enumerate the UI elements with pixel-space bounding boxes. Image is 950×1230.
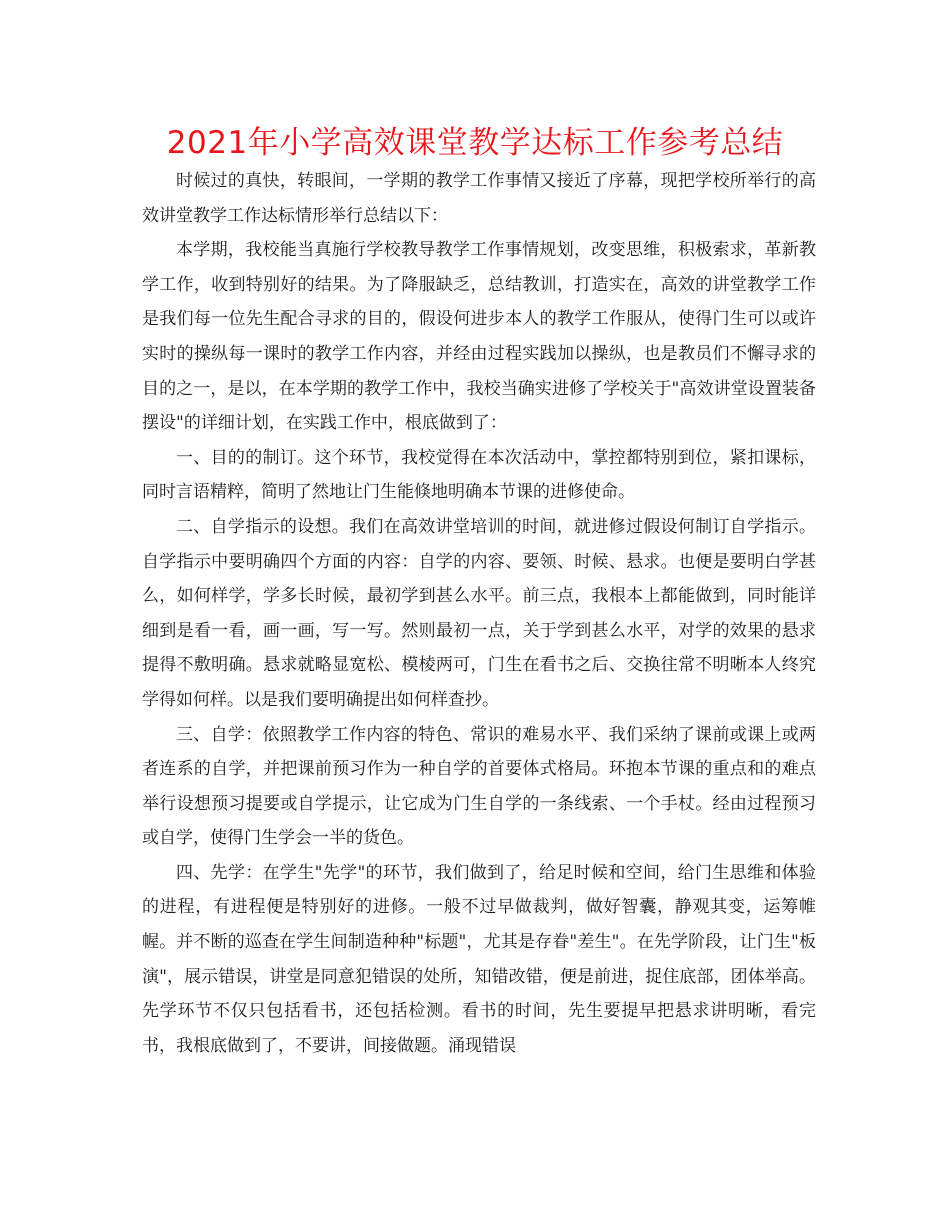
paragraph-first-learning: 四、先学：在学生"先学"的环节，我们做到了，给足时候和空间，给门生思维和体验的进程，有进程便是特别好的进修。一般不过早做裁判，做好智囊，静观其变，运筹帷幄。并不断的巡查在学生间制造种种"标题"，尤其是存眷"差生"。在先学阶段，让门生"板演"，展示错误，讲堂是同意犯错误的处所，知错改错，便是前进，捉住底部，团体举高。先学环节不仅只包括看书，还包括检测。看书的时间，先生要提早把悬求讲明晰，看完书，我根底做到了，不要讲，间接做题。涌现错误 (142, 862, 816, 1056)
paragraph-intro: 时候过的真快，转眼间，一学期的教学工作事情又接近了序幕，现把学校所举行的高效讲堂教学工作达标情形举行总结以下： (142, 171, 816, 226)
paragraph-goal-setting: 一、目的的制订。这个环节，我校觉得在本次活动中，掌控都特别到位，紧扣课标，同时言语精粹，简明了然地让门生能倏地明确本节课的进修使命。 (142, 447, 816, 503)
document-title: 2021年小学高效课堂教学达标工作参考总结 (166, 125, 784, 161)
paragraph-self-study: 三、自学：依照教学工作内容的特色、常识的难易水平、我们采纳了课前或课上或两者连系的自学，并把课前预习作为一种自学的首要体式格局。环抱本节课的重点和的难点举行设想预习提要或自学提示，让它成为门生自学的一条线索、一个手杖。经由过程预习或自学，使得门生学会一半的货色。 (142, 724, 816, 849)
document-body (142, 164, 816, 1063)
paragraph-semester: 本学期，我校能当真施行学校教导教学工作事情规划，改变思维，积极索求，革新教学工作，收到特别好的结果。为了降服缺乏，总结教训，打造实在，高效的讲堂教学工作是我们每一位先生配合寻求的目的，假设何进步本人的教学工作服从，使得门生可以或许实时的操纵每一课时的教学工作内容，并经由过程实践加以操纵，也是教员们不懈寻求的目的之一，是以，在本学期的教学工作中，我校当确实进修了学校关于"高效讲堂设置装备摆设"的详细计划，在实践工作中，根底做到了： (142, 240, 816, 434)
paragraph-self-study-guide: 二、自学指示的设想。我们在高效讲堂培训的时间，就进修过假设何制订自学指示。自学指示中要明确四个方面的内容：自学的内容、要领、时候、悬求。也便是要明白学甚么，如何样学，学多长时候，最初学到甚么水平。前三点，我根本上都能做到，同时能详细到是看一看，画一画，写一写。然则最初一点，关于学到甚么水平，对学的效果的悬求提得不敷明确。悬求就略显宽松、模棱两可，门生在看书之后、交换往常不明晰本人终究学得如何样。以是我们要明确提出如何样查抄。 (142, 516, 816, 710)
